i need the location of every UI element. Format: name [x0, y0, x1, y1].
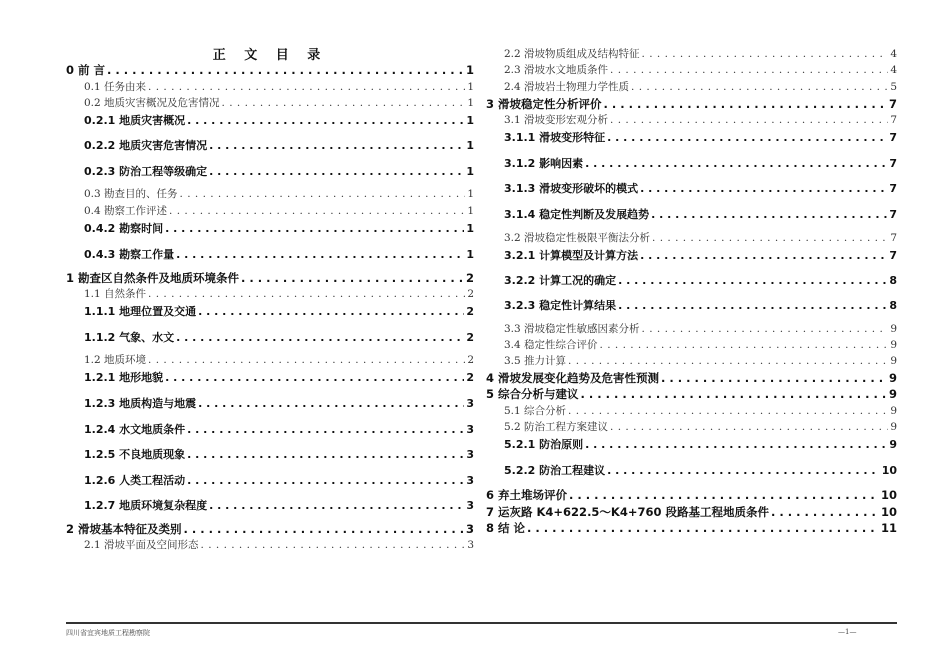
toc-entry-label: 3.1.4 稳定性判断及发展趋势 — [504, 208, 650, 221]
toc-entry-page: 2 — [465, 271, 474, 285]
toc-entry-page: 11 — [880, 521, 897, 535]
toc-entry-page: 2 — [466, 305, 474, 318]
toc-entry[interactable] — [66, 369, 474, 385]
toc-dot-leader — [209, 499, 464, 512]
toc-entry[interactable] — [66, 203, 474, 218]
toc-entry-label: 1.2.6 人类工程活动 — [84, 474, 186, 487]
toc-entry[interactable] — [66, 270, 474, 286]
toc-dot-leader — [148, 288, 465, 300]
toc-entry-label: 0.1 任务由来 — [84, 81, 147, 93]
toc-entry-label: 1.2.4 水文地质条件 — [84, 423, 186, 436]
toc-entry[interactable] — [486, 403, 897, 418]
toc-entry[interactable] — [486, 462, 897, 478]
toc-entry-label: 0 前 言 — [66, 63, 106, 77]
toc-entry[interactable] — [66, 246, 474, 262]
footer-organization: 四川省宜宾地质工程勘察院 — [66, 629, 150, 637]
toc-entry-label: 5 综合分析与建议 — [486, 387, 579, 401]
toc-entry-label: 3 滑坡稳定性分析评价 — [486, 97, 602, 111]
toc-entry[interactable] — [66, 352, 474, 367]
toc-entry-page: 1 — [467, 97, 474, 109]
toc-entry[interactable] — [486, 370, 897, 386]
toc-entry[interactable] — [486, 46, 897, 61]
toc-entry-page: 3 — [467, 539, 474, 551]
toc-entry-label: 2.3 滑坡水文地质条件 — [504, 64, 609, 76]
toc-dot-leader — [585, 438, 887, 451]
toc-entry[interactable] — [66, 286, 474, 301]
toc-entry-page: 7 — [889, 157, 897, 170]
toc-entry-page: 9 — [888, 371, 897, 385]
toc-entry-page: 1 — [466, 248, 474, 261]
toc-entry[interactable] — [486, 129, 897, 145]
toc-dot-leader — [642, 323, 889, 335]
toc-entry-label: 3.4 稳定性综合评价 — [504, 339, 598, 351]
toc-entry-page: 4 — [890, 64, 897, 76]
toc-entry[interactable] — [66, 421, 474, 437]
toc-dot-leader — [209, 139, 464, 152]
toc-dot-leader — [169, 205, 465, 217]
toc-entry-label: 0.2.3 防治工程等级确定 — [84, 165, 208, 178]
toc-entry[interactable] — [66, 303, 474, 319]
toc-dot-leader — [618, 299, 887, 312]
toc-entry-label: 1 勘查区自然条件及地质环境条件 — [66, 271, 240, 285]
toc-dot-leader — [607, 464, 880, 477]
toc-entry[interactable] — [486, 436, 897, 452]
toc-entry-label: 3.1.3 滑坡变形破坏的模式 — [504, 182, 639, 195]
toc-dot-leader — [568, 405, 888, 417]
toc-entry[interactable] — [486, 230, 897, 245]
toc-entry-page: 7 — [889, 249, 897, 262]
toc-dot-leader — [600, 339, 889, 351]
toc-entry-page: 1 — [466, 114, 474, 127]
toc-entry[interactable] — [486, 297, 897, 313]
toc-dot-leader — [640, 182, 887, 195]
toc-entry[interactable] — [486, 386, 897, 402]
toc-dot-leader — [187, 448, 464, 461]
toc-dot-leader — [640, 249, 887, 262]
toc-dot-leader — [610, 114, 888, 126]
toc-entry-page: 7 — [890, 114, 897, 126]
toc-dot-leader — [148, 354, 465, 366]
toc-entry-page: 7 — [888, 97, 897, 111]
toc-entry-page: 9 — [890, 323, 897, 335]
toc-entry[interactable] — [486, 247, 897, 263]
toc-entry-page: 3 — [465, 522, 474, 536]
toc-entry-label: 7 运灰路 K4+622.5～K4+760 段路基工程地质条件 — [486, 505, 769, 519]
toc-entry-page: 1 — [467, 205, 474, 217]
toc-entry[interactable] — [66, 537, 474, 552]
toc-entry[interactable] — [486, 96, 897, 112]
toc-entry[interactable] — [66, 472, 474, 488]
toc-entry[interactable] — [66, 329, 474, 345]
toc-dot-leader — [187, 474, 464, 487]
toc-dot-leader — [771, 505, 879, 519]
toc-dot-leader — [642, 48, 889, 60]
toc-entry-label: 0.3 勘查目的、任务 — [84, 188, 178, 200]
toc-entry-label: 8 结 论 — [486, 521, 526, 535]
toc-entry-label: 5.2.2 防治工程建议 — [504, 464, 606, 477]
toc-dot-leader — [180, 188, 466, 200]
toc-dot-leader — [581, 387, 887, 401]
toc-entry-label: 0.4 勘察工作评述 — [84, 205, 168, 217]
toc-entry[interactable] — [486, 180, 897, 196]
toc-dot-leader — [661, 371, 887, 385]
toc-entry-label: 4 滑坡发展变化趋势及危害性预测 — [486, 371, 660, 385]
toc-entry-page: 2 — [467, 354, 474, 366]
toc-entry[interactable] — [486, 504, 897, 520]
toc-entry[interactable] — [66, 186, 474, 201]
toc-dot-leader — [652, 232, 888, 244]
toc-entry-label: 3.1.2 影响因素 — [504, 157, 584, 170]
toc-entry[interactable] — [486, 419, 897, 434]
toc-dot-leader — [222, 97, 466, 109]
toc-dot-leader — [165, 222, 464, 235]
toc-dot-leader — [569, 488, 879, 502]
toc-dot-leader — [209, 165, 464, 178]
toc-entry[interactable] — [486, 520, 897, 536]
toc-entry-page: 10 — [881, 464, 897, 477]
toc-entry-label: 3.5 推力计算 — [504, 355, 567, 367]
toc-entry-page: 3 — [466, 448, 474, 461]
toc-entry-page: 10 — [880, 488, 897, 502]
toc-entry-label: 1.2.1 地形地貌 — [84, 371, 164, 384]
toc-entry[interactable] — [66, 62, 474, 78]
toc-entry-label: 5.2.1 防治原则 — [504, 438, 584, 451]
toc-entry[interactable] — [66, 95, 474, 110]
toc-entry[interactable] — [66, 163, 474, 179]
toc-entry-label: 2.1 滑坡平面及空间形态 — [84, 539, 199, 551]
toc-entry[interactable] — [66, 395, 474, 411]
toc-entry-label: 2.4 滑坡岩土物理力学性质 — [504, 81, 630, 93]
toc-dot-leader — [607, 131, 887, 144]
toc-entry-label: 5.1 综合分析 — [504, 405, 567, 417]
toc-entry-label: 1.2.3 地质构造与地震 — [84, 397, 197, 410]
toc-dot-leader — [201, 539, 466, 551]
toc-entry-page: 9 — [890, 421, 897, 433]
toc-entry[interactable] — [486, 206, 897, 222]
toc-dot-leader — [165, 371, 464, 384]
toc-entry[interactable] — [66, 497, 474, 513]
toc-entry-page: 1 — [466, 222, 474, 235]
toc-entry-label: 1.1.2 气象、水文 — [84, 331, 175, 344]
toc-entry-label: 2 滑坡基本特征及类别 — [66, 522, 182, 536]
toc-entry-page: 9 — [890, 355, 897, 367]
toc-entry-page: 3 — [466, 499, 474, 512]
toc-entry-label: 0.2.2 地质灾害危害情况 — [84, 139, 208, 152]
toc-entry-label: 0.4.3 勘察工作量 — [84, 248, 175, 261]
toc-entry-page: 9 — [888, 387, 897, 401]
toc-entry-label: 3.1.1 滑坡变形特征 — [504, 131, 606, 144]
toc-dot-leader — [618, 274, 887, 287]
toc-dot-leader — [241, 271, 464, 285]
toc-entry-label: 3.2.3 稳定性计算结果 — [504, 299, 617, 312]
toc-entry-label: 0.2 地质灾害概况及危害情况 — [84, 97, 220, 109]
footer-page-number: —1— — [838, 628, 857, 636]
toc-dot-leader — [184, 522, 464, 536]
toc-entry-page: 7 — [890, 232, 897, 244]
toc-entry-label: 3.2.2 计算工况的确定 — [504, 274, 617, 287]
toc-entry-page: 2 — [466, 331, 474, 344]
toc-entry[interactable] — [486, 321, 897, 336]
toc-entry-page: 7 — [889, 182, 897, 195]
toc-entry-page: 2 — [466, 371, 474, 384]
toc-entry-label: 1.2.5 不良地质现象 — [84, 448, 186, 461]
toc-dot-leader — [187, 423, 464, 436]
toc-entry[interactable] — [486, 79, 897, 94]
toc-entry-page: 3 — [466, 397, 474, 410]
toc-entry-page: 1 — [466, 139, 474, 152]
toc-entry-page: 10 — [880, 505, 897, 519]
toc-entry-page: 7 — [889, 208, 897, 221]
toc-entry-page: 9 — [890, 339, 897, 351]
toc-entry-page: 3 — [466, 474, 474, 487]
toc-entry-page: 1 — [467, 81, 474, 93]
toc-dot-leader — [631, 81, 888, 93]
toc-entry-page: 8 — [889, 299, 897, 312]
toc-entry-label: 3.1 滑坡变形宏观分析 — [504, 114, 609, 126]
toc-entry-label: 3.2.1 计算模型及计算方法 — [504, 249, 639, 262]
toc-entry[interactable] — [66, 137, 474, 153]
toc-entry-page: 2 — [467, 288, 474, 300]
toc-entry-page: 5 — [890, 81, 897, 93]
toc-dot-leader — [187, 114, 464, 127]
toc-entry[interactable] — [486, 337, 897, 352]
toc-entry-label: 2.2 滑坡物质组成及结构特征 — [504, 48, 640, 60]
toc-entry-page: 9 — [890, 405, 897, 417]
toc-entry[interactable] — [66, 112, 474, 128]
toc-entry[interactable] — [486, 353, 897, 368]
toc-entry-page: 1 — [466, 165, 474, 178]
toc-entry[interactable] — [486, 62, 897, 77]
toc-entry[interactable] — [486, 155, 897, 171]
toc-entry-label: 1.1.1 地理位置及交通 — [84, 305, 197, 318]
toc-entry[interactable] — [486, 112, 897, 127]
toc-dot-leader — [585, 157, 887, 170]
toc-dot-leader — [610, 64, 888, 76]
toc-dot-leader — [651, 208, 887, 221]
toc-entry-page: 1 — [465, 63, 474, 77]
toc-entry-label: 0.2.1 地质灾害概况 — [84, 114, 186, 127]
toc-entry-page: 1 — [467, 188, 474, 200]
toc-entry-page: 7 — [889, 131, 897, 144]
footer-rule — [66, 622, 897, 624]
toc-title: 正 文 目 录 — [212, 48, 328, 63]
toc-dot-leader — [176, 331, 464, 344]
toc-entry-label: 1.1 自然条件 — [84, 288, 147, 300]
toc-dot-leader — [568, 355, 888, 367]
toc-entry-page: 3 — [466, 423, 474, 436]
toc-entry-label: 5.2 防治工程方案建议 — [504, 421, 609, 433]
toc-entry-page: 9 — [889, 438, 897, 451]
toc-entry-page: 4 — [890, 48, 897, 60]
toc-dot-leader — [604, 97, 887, 111]
toc-entry[interactable] — [66, 79, 474, 94]
toc-dot-leader — [610, 421, 888, 433]
toc-entry-label: 3.3 滑坡稳定性敏感因素分析 — [504, 323, 640, 335]
toc-dot-leader — [176, 248, 464, 261]
toc-dot-leader — [198, 305, 464, 318]
toc-entry-label: 6 弃土堆场评价 — [486, 488, 568, 502]
toc-dot-leader — [198, 397, 464, 410]
toc-entry-label: 3.2 滑坡稳定性极限平衡法分析 — [504, 232, 651, 244]
toc-dot-leader — [527, 521, 879, 535]
toc-entry[interactable] — [66, 521, 474, 537]
toc-entry[interactable] — [486, 487, 897, 503]
toc-entry[interactable] — [66, 446, 474, 462]
toc-entry-label: 0.4.2 勘察时间 — [84, 222, 164, 235]
toc-entry-label: 1.2.7 地质环境复杂程度 — [84, 499, 208, 512]
toc-entry[interactable] — [486, 272, 897, 288]
toc-dot-leader — [107, 63, 464, 77]
toc-entry[interactable] — [66, 220, 474, 236]
toc-dot-leader — [148, 81, 465, 93]
toc-entry-page: 8 — [889, 274, 897, 287]
toc-entry-label: 1.2 地质环境 — [84, 354, 147, 366]
